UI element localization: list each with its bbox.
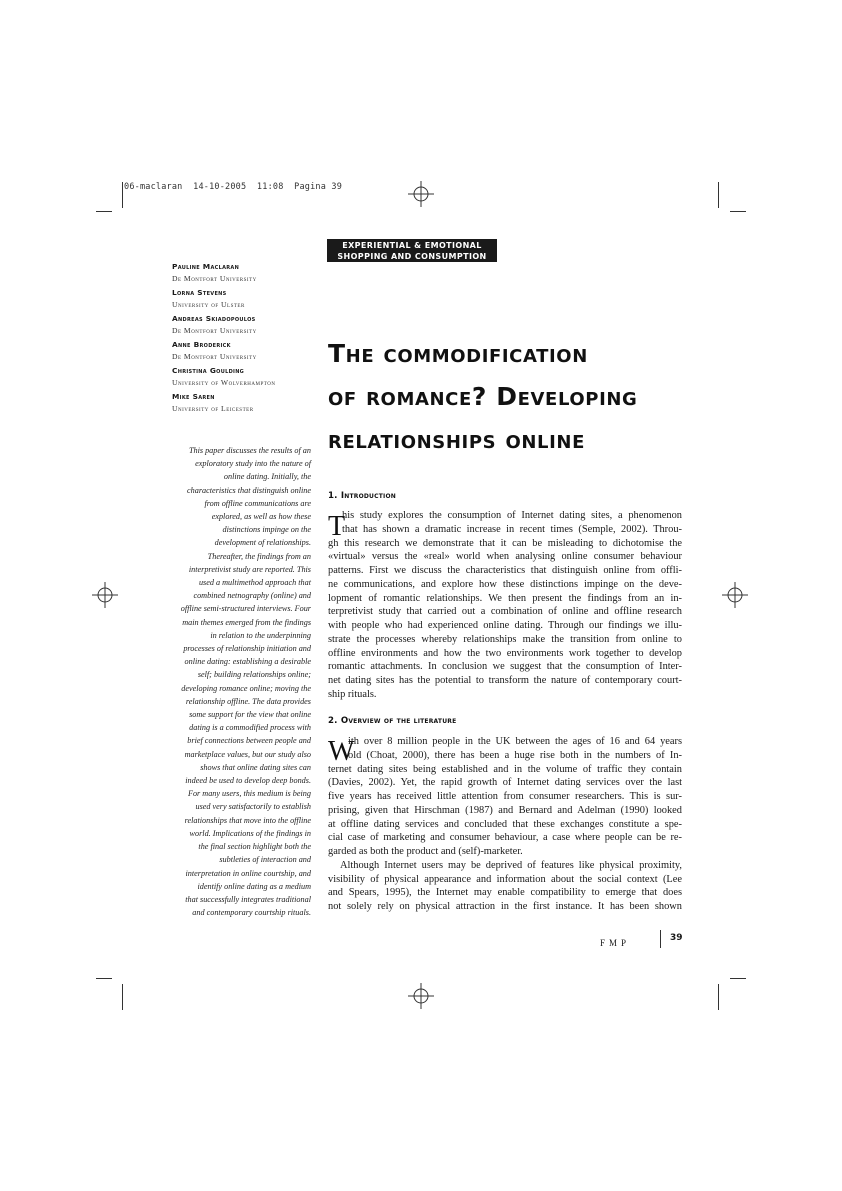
text-line: offline semi-structured interviews. Four	[180, 604, 311, 614]
text-line: the final section highlight both the	[198, 842, 311, 852]
text-line: marketplace values, but our study also	[184, 749, 311, 759]
text-line: exploratory study into the nature of	[195, 459, 311, 469]
registration-mark-left	[92, 582, 118, 608]
text-line: combined netnography (online) and	[193, 591, 311, 601]
page-number: 39	[670, 933, 683, 943]
text-line: some support for the view that online	[189, 710, 311, 720]
text-line: used very satisfactorily to establish	[195, 802, 311, 812]
text-line: main themes emerged from the findings	[182, 617, 311, 627]
text-line: prising, given that Hirschman (1987) and Bernard and Adelman (1990) looked	[328, 804, 682, 816]
text-line: from offline communications are	[204, 498, 311, 508]
section-tag-line: EXPERIENTIAL & EMOTIONAL	[342, 241, 482, 250]
text-line: Thereafter, the findings from an	[207, 551, 311, 561]
body-text-section1	[328, 509, 682, 702]
print-slug: 06-maclaran 14-10-2005 11:08 Pagina 39	[124, 182, 343, 192]
text-line: brief connections between people and	[187, 736, 311, 746]
text-line: explored, as well as how these	[211, 512, 311, 522]
text-line: identify online dating as a medium	[197, 881, 311, 891]
text-line: lopment of romantic relationships. We then present the findings from an in-	[328, 592, 682, 604]
title-line: The commodification	[328, 339, 588, 368]
author-name: Pauline Maclaran	[172, 262, 240, 271]
text-line: characteristics that distinguish online	[187, 485, 311, 495]
text-line: not solely rely on physical attraction in the first instance. It has been shown	[328, 901, 682, 912]
text-line: ship rituals.	[328, 688, 377, 700]
text-line: self; building relationships online;	[197, 670, 311, 680]
registration-mark-top	[408, 181, 434, 207]
title-line: relationships online	[328, 425, 585, 454]
text-line: dating is a commodified process with	[189, 723, 311, 733]
text-line: processes of relationship initiation and	[183, 644, 311, 654]
text-line: ne communications, and explore how these distinctions impinge on the deve-	[328, 578, 682, 590]
text-line: visibility of physical appearance and information about the social context (Lee	[328, 873, 682, 885]
text-line: (Davies, 2002). Yet, the rapid growth of Internet dating services over the last	[328, 777, 682, 789]
author-name: Mike Saren	[172, 392, 215, 401]
text-line: subtleties of interaction and	[219, 855, 311, 865]
text-line: five years has received little attention from consumer researchers. This is sur-	[328, 791, 682, 802]
author-name: Lorna Stevens	[172, 288, 227, 297]
text-line: and contemporary courtship rituals.	[192, 908, 311, 918]
author-affiliation: University of Leicester	[172, 404, 254, 413]
text-line: that successfully integrates traditional	[185, 894, 311, 904]
text-line: romantic attachments. In conclusion we suggest that the consumption of Inter-	[328, 661, 682, 673]
section-heading-introduction: 1. Introduction	[328, 491, 396, 501]
text-line: and Spears, 1995), the Internet may enable compatibility to emerge that does	[328, 887, 682, 899]
text-line: «virtual» versus the «real» world when analysing online consumer behaviour	[328, 551, 682, 563]
author-name: Christina Goulding	[172, 366, 245, 375]
dropcap: W	[328, 736, 355, 767]
text-line: ternet dating sites being established and in the volume of traffic they contain	[328, 763, 682, 775]
body-text-section2	[328, 735, 682, 914]
journal-abbrev: FMP	[600, 938, 631, 948]
text-line: developing romance online; moving the	[181, 683, 311, 693]
text-line: offline environments and how the two environments work together to develop	[328, 647, 682, 659]
text-line: relationship offline. The data provides	[185, 696, 311, 706]
text-line: ith over 8 million people in the UK between the ages of 16 and 64 years	[348, 736, 682, 747]
article-title	[328, 332, 708, 461]
abstract	[168, 444, 311, 919]
text-line: net dating sites has the potential to transform the nature of contemporary court-	[328, 675, 682, 686]
text-line: Although Internet users may be deprived of features like physical proximity,	[340, 859, 682, 871]
section-tag	[327, 239, 497, 262]
section-tag-line: SHOPPING AND CONSUMPTION	[337, 252, 487, 261]
author-name: Anne Broderick	[172, 340, 231, 349]
text-line: his study explores the consumption of Internet dating sites, a phenomenon	[342, 510, 682, 521]
text-line: in relation to the underpinning	[210, 630, 311, 640]
text-line: online dating: establishing a desirable	[184, 657, 311, 667]
text-line: that has shown a dramatic increase in recent times (Semple, 2002). Throu-	[342, 523, 682, 535]
author-affiliation: University of Ulster	[172, 300, 245, 309]
text-line: relationships that move into the offline	[184, 815, 311, 825]
section-heading-literature: 2. Overview of the literature	[328, 716, 457, 726]
text-line: strate the processes whereby relationships make the transition from online to	[328, 633, 682, 645]
author-name: Andreas Skiadopoulos	[172, 314, 256, 323]
text-line: with people who had experienced online dating. Through our findings we illu-	[328, 620, 682, 631]
text-line: development of relationships.	[214, 538, 311, 548]
text-line: used a multimethod approach that	[198, 578, 311, 588]
author-affiliation: De Montfort University	[172, 274, 257, 283]
text-line: old (Choat, 2000), there has been a huge rise both in the numbers of In-	[348, 749, 682, 761]
text-line: online dating. Initially, the	[223, 472, 311, 482]
text-line: world. Implications of the findings in	[189, 828, 311, 838]
text-line: shows that online dating sites can	[200, 762, 311, 772]
registration-mark-right	[722, 582, 748, 608]
text-line: For many users, this medium is being	[187, 789, 311, 799]
text-line: interpretation in online courtship, and	[185, 868, 311, 878]
dropcap: T	[328, 511, 346, 542]
text-line: distinctions impinge on the	[222, 525, 311, 535]
text-line: at offline dating services and concluded that these exchanges constitute a spe-	[328, 818, 682, 830]
text-line: indeed be used to develop deep bonds.	[185, 776, 311, 786]
author-list	[172, 260, 322, 416]
text-line: cial case of marketing and consumer behaviour, a case where people can be re-	[328, 832, 682, 844]
text-line: interpretivist study are reported. This	[188, 564, 311, 574]
author-affiliation: De Montfort University	[172, 326, 257, 335]
registration-mark-bottom	[408, 983, 434, 1009]
text-line: garded as both the product and (self)-marketer.	[328, 846, 523, 857]
text-line: terpretivist study that carried out a combination of online and offline research	[328, 606, 682, 618]
title-line: of romance? Developing	[328, 382, 638, 411]
folio	[600, 933, 683, 951]
author-affiliation: University of Wolverhampton	[172, 378, 276, 387]
text-line: patterns. First we discuss the characteristics that distinguish online from offli-	[328, 565, 682, 576]
text-line: This paper discusses the results of an	[188, 446, 311, 455]
text-line: gh this research we demonstrate that it can be misleading to dichotomise the	[328, 537, 682, 549]
author-affiliation: De Montfort University	[172, 352, 257, 361]
folio-divider	[660, 930, 661, 948]
